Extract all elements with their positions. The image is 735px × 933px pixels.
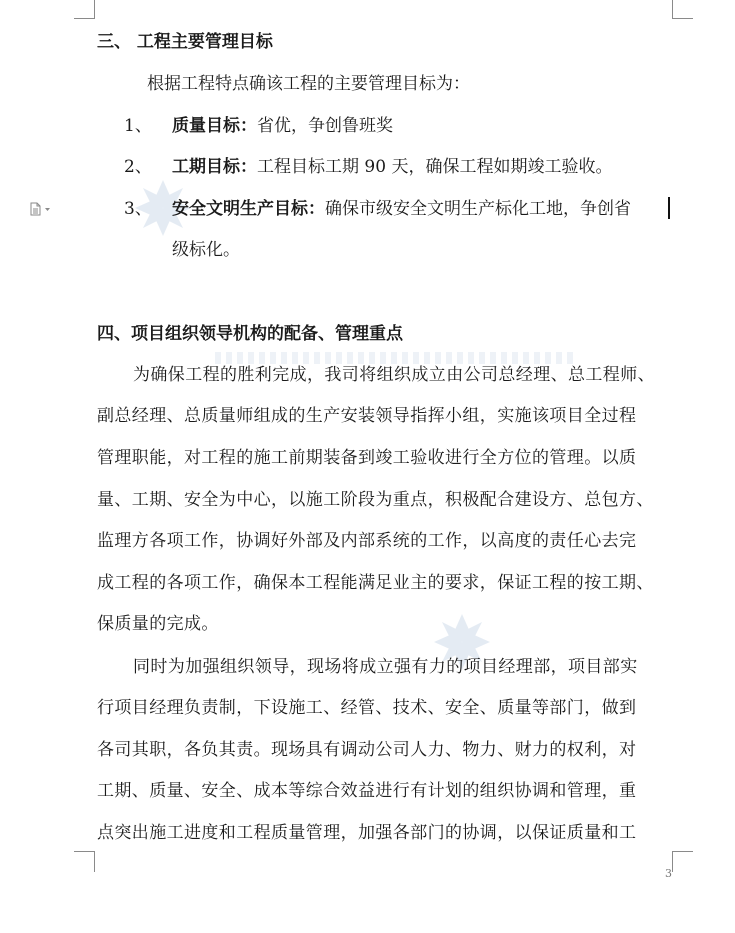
corner-mark-top-left (74, 0, 95, 19)
goal-item-safety (172, 198, 631, 220)
corner-mark-top-right (672, 0, 693, 19)
item1-number: 1、 (124, 116, 152, 136)
paragraph2-line: 点突出施工进度和工程质量管理，加强各部门的协调，以保证质量和工 (97, 823, 637, 843)
paragraph2-line: 各司其职，各负其责。现场具有调动公司人力、物力、财力的权利，对 (97, 740, 637, 760)
document-dropdown-icon[interactable] (28, 201, 52, 215)
section3-intro: 根据工程特点确该工程的主要管理目标为： (147, 74, 470, 94)
section4-heading: 四、项目组织领导机构的配备、管理重点 (97, 324, 403, 344)
goal-text: 省优，争创鲁班奖 (257, 116, 393, 136)
section3-heading: 三、 工程主要管理目标 (97, 32, 273, 52)
paragraph1-line: 保质量的完成。 (97, 614, 219, 634)
goal-item-quality (172, 115, 393, 137)
paragraph1-line: 管理职能，对工程的施工前期装备到竣工验收进行全方位的管理。以质 (97, 448, 637, 468)
corner-mark-bottom-left (74, 851, 95, 872)
item3-number: 3、 (124, 199, 152, 219)
watermark-text-strip (215, 352, 575, 364)
paragraph1-line: 成工程的各项工作，确保本工程能满足业主的要求，保证工程的按工期、 (97, 573, 654, 593)
paragraph1-line: 副总经理、总质量师组成的生产安装领导指挥小组，实施该项目全过程 (97, 406, 637, 426)
paragraph2-line: 同时为加强组织领导，现场将成立强有力的项目经理部，项目部实 (133, 657, 638, 677)
paragraph1-line: 量、工期、安全为中心，以施工阶段为重点，积极配合建设方、总包方、 (97, 490, 654, 510)
goal-text: 工程目标工期 90 天，确保工程如期竣工验收。 (257, 157, 613, 177)
corner-mark-bottom-right (672, 851, 693, 872)
page-number: 3 (665, 867, 672, 880)
paragraph2-line: 行项目经理负责制，下设施工、经管、技术、安全、质量等部门，做到 (97, 698, 637, 718)
paragraph1-line: 为确保工程的胜利完成，我司将组织成立由公司总经理、总工程师、 (133, 365, 655, 385)
item2-number: 2、 (124, 157, 152, 177)
goal-item-safety-continued: 级标化。 (172, 240, 240, 260)
text-cursor (668, 197, 670, 219)
goal-label: 质量目标： (172, 116, 257, 136)
goal-item-schedule (172, 156, 612, 178)
goal-label: 工期目标： (172, 157, 257, 177)
paragraph1-line: 监理方各项工作，协调好外部及内部系统的工作，以高度的责任心去完 (97, 531, 637, 551)
goal-label: 安全文明生产目标： (172, 199, 325, 219)
goal-text: 确保市级安全文明生产标化工地，争创省 (325, 199, 631, 219)
paragraph2-line: 工期、质量、安全、成本等综合效益进行有计划的组织协调和管理，重 (97, 781, 637, 801)
